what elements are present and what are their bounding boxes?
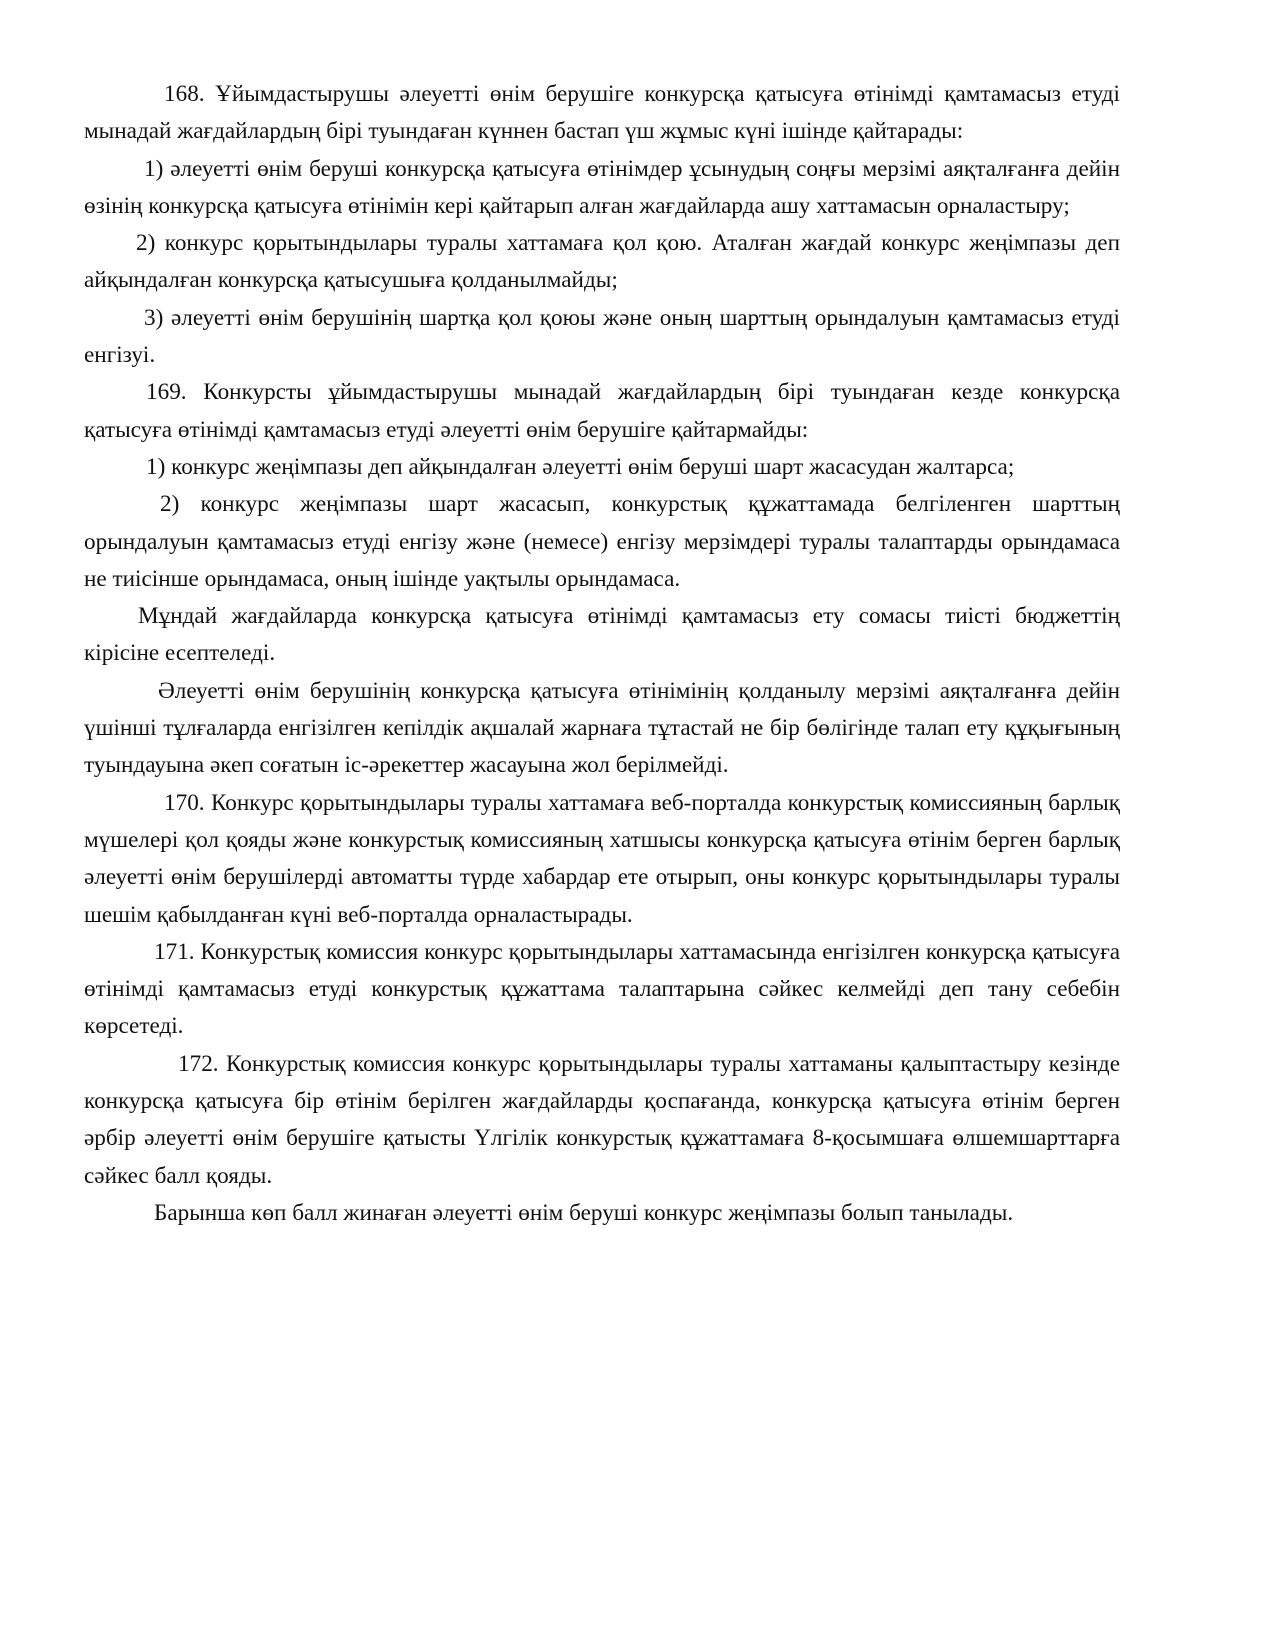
paragraph-168: 168. Ұйымдастырушы әлеуетті өнім берушіге конкурсқа қатысуға өтінімді қамтамасыз етуді мынадай жағдайлардың бірі туындаған күннен бастап үш жұмыс күні ішінде қайтарады: bbox=[84, 81, 1120, 145]
paragraph-171: 171. Конкурстық комиссия конкурс қорытындылары хаттамасында енгізілген конкурсқа қатысуға өтінімді қамтамасыз етуді конкурстық құжаттама талаптарына сәйкес келмейді деп тану себебін көрсетеді. bbox=[84, 938, 1120, 1040]
paragraph-168-item-2: 2) конкурс қорытындылары туралы хаттамаға қол қою. Аталған жағдай конкурс жеңімпазы деп айқындалған конкурсқа қатысушыға қолданылмайды; bbox=[84, 230, 1120, 294]
paragraph-168-item-3: 3) әлеуетті өнім берушінің шартқа қол қоюы және оның шарттың орындалуын қамтамасыз етуді енгізуі. bbox=[84, 304, 1120, 369]
document-page bbox=[84, 76, 1120, 1232]
paragraph-169-guarantee: Әлеуетті өнім берушінің конкурсқа қатысуға өтінімінің қолданылу мерзімі аяқталғанға дейін үшінші тұлғаларда енгізілген кепілдік ақшалай жарнаға тұтастай не бір бөлігінде талап ету құқығының туындауына әкеп соғатын іс-әрекеттер жасауына жол берілмейді. bbox=[84, 677, 1120, 779]
paragraph-172-winner: Барынша көп балл жинаған әлеуетті өнім беруші конкурс жеңімпазы болып танылады. bbox=[154, 1199, 1014, 1226]
paragraph-169: 169. Конкурсты ұйымдастырушы мынадай жағдайлардың бірі туындаған кезде конкурсқа қатысуға өтінімді қамтамасыз етуді әлеуетті өнім берушіге қайтармайды: bbox=[84, 379, 1120, 443]
paragraph-172: 172. Конкурстық комиссия конкурс қорытындылары туралы хаттаманы қалыптастыру кезінде конкурсқа қатысуға бір өтінім берілген жағдайларды қоспағанда, конкурсқа қатысуға өтінім берген әрбір әлеуетті өнім берушіге қатысты Үлгілік конкурстық құжаттамаға 8-қосымшаға өлшемшарттарға сәйкес балл қояды. bbox=[84, 1050, 1120, 1189]
paragraph-169-item-2: 2) конкурс жеңімпазы шарт жасасып, конкурстық құжаттамада белгіленген шарттың орындалуын қамтамасыз етуді енгізу және (немесе) енгізу мерзімдері туралы талаптарды орындамаса не тиісінше орындамаса, оның ішінде уақтылы орындамаса. bbox=[84, 491, 1120, 592]
paragraph-170: 170. Конкурс қорытындылары туралы хаттамаға веб-порталда конкурстық комиссияның барлық мүшелері қол қояды және конкурстық комиссияның хатшысы конкурсқа қатысуға өтінім берген барлық әлеуетті өнім берушілерді автоматты түрде хабардар ете отырып, оны конкурс қорытындылары туралы шешім қабылданған күні веб-порталда орналастырады. bbox=[84, 789, 1120, 928]
paragraph-169-budget: Мұндай жағдайларда конкурсқа қатысуға өтінімді қамтамасыз ету сомасы тиісті бюджеттің кірісіне есептеледі. bbox=[84, 603, 1120, 667]
paragraph-168-item-1: 1) әлеуетті өнім беруші конкурсқа қатысуға өтінімдер ұсынудың соңғы мерзімі аяқталғанға дейін өзінің конкурсқа қатысуға өтінімін кері қайтарып алған жағдайларда ашу хаттамасын орналастыру; bbox=[84, 155, 1120, 219]
paragraph-169-item-1: 1) конкурс жеңімпазы деп айқындалған әлеуетті өнім беруші шарт жасасудан жалтарса; bbox=[146, 453, 1015, 480]
